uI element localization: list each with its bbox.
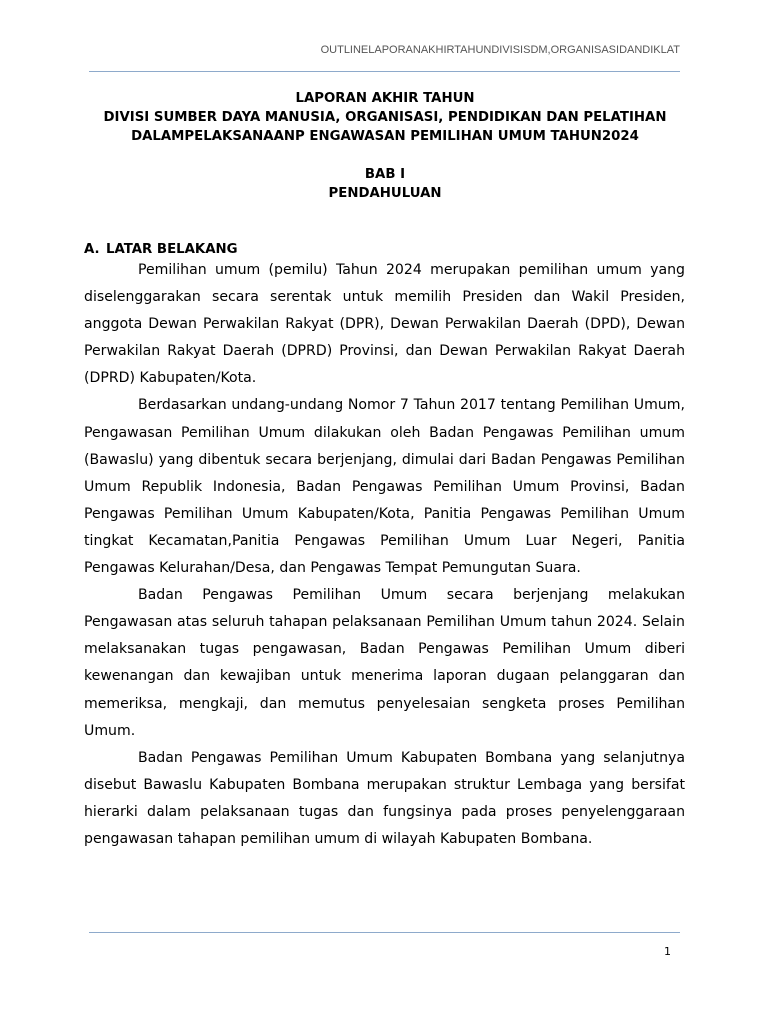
chapter-number: BAB I xyxy=(364,167,406,182)
paragraph: Berdasarkan undang-undang Nomor 7 Tahun 2017 tentang Pemilihan Umum, Pengawasan Pemilihan Umum dilakukan oleh Badan Pengawas Pemilihan umum (Bawaslu) yang dibentuk secara berjenjang, dimulai dari Badan Pengawas Pemilihan Umum Republik Indonesia, Badan Pengawas Pemilihan Umum Provinsi, Badan Pengawas Pemilihan Umum Kabupaten/Kota, Panitia Pengawas Pemilihan Umum tingkat Kecamatan,Panitia Pengawas Pemilihan Umum Luar Negeri, Panitia Pengawas Kelurahan/Desa, dan Pengawas Tempat Pemungutan Suara. xyxy=(84,397,685,577)
paragraph: Pemilihan umum (pemilu) Tahun 2024 merupakan pemilihan umum yang diselenggarakan secara serentak untuk memilih Presiden dan Wakil Presiden, anggota Dewan Perwakilan Rakyat (DPR), Dewan Perwakilan Daerah (DPD), Dewan Perwakilan Rakyat Daerah (DPRD) Provinsi, dan Dewan Perwakilan Rakyat Daerah (DPRD) Kabupaten/Kota. xyxy=(84,262,685,387)
body-text xyxy=(84,257,685,853)
section-letter: A. xyxy=(84,242,100,257)
running-header: OUTLINELAPORANAKHIRTAHUNDIVISISDM,ORGANISASIDANDIKLAT xyxy=(320,44,680,56)
title-block xyxy=(84,89,686,203)
title-spacer xyxy=(84,146,686,165)
paragraph: Badan Pengawas Pemilihan Umum secara berjenjang melakukan Pengawasan atas seluruh tahapan pelaksanaan Pemilihan Umum tahun 2024. Selain melaksanakan tugas pengawasan, Badan Pengawas Pemilihan Umum diberi kewenangan dan kewajiban untuk menerima laporan dugaan pelanggaran dan memeriksa, mengkaji, dan memutus penyelesaian sengketa proses Pemilihan Umum. xyxy=(84,587,685,739)
header-divider xyxy=(89,71,680,72)
page-number: 1 xyxy=(664,945,671,958)
section-title: LATAR BELAKANG xyxy=(106,242,238,257)
report-title: LAPORAN AKHIR TAHUN xyxy=(295,91,475,106)
footer-divider xyxy=(89,932,680,933)
paragraph: Badan Pengawas Pemilihan Umum Kabupaten Bombana yang selanjutnya disebut Bawaslu Kabupaten Bombana merupakan struktur Lembaga yang bersifat hierarki dalam pelaksanaan tugas dan fungsinya pada proses penyelenggaraan pengawasan tahapan pemilihan umum di wilayah Kabupaten Bombana. xyxy=(84,749,685,847)
chapter-title: PENDAHULUAN xyxy=(328,186,442,201)
division-title: DIVISI SUMBER DAYA MANUSIA, ORGANISASI, PENDIDIKAN DAN PELATIHAN xyxy=(103,110,667,125)
scope-title: DALAMPELAKSANAANP ENGAWASAN PEMILIHAN UMUM TAHUN2024 xyxy=(131,129,639,144)
